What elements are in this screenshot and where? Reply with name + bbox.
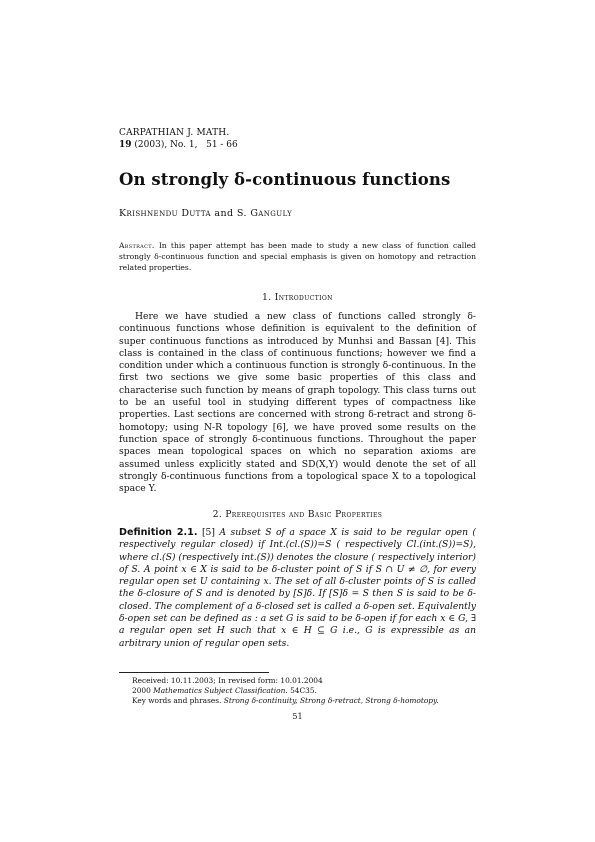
section-heading-introduction: 1. Introduction	[262, 293, 333, 303]
author-connector: and	[214, 208, 234, 219]
journal-volume: 19	[119, 140, 132, 150]
footnote-msc	[132, 686, 476, 696]
abstract	[119, 240, 476, 273]
footnote-received: Received: 10.11.2003; In revised form: 10.01.2004	[132, 676, 323, 685]
page-number: 51	[292, 712, 303, 721]
footnotes	[132, 676, 476, 707]
msc-year: 2000	[132, 686, 151, 696]
journal-volume-line	[119, 139, 238, 151]
author-1: Krishnendu Dutta	[119, 208, 211, 219]
authors-line	[119, 208, 292, 219]
definition-label: Definition 2.1.	[119, 527, 198, 538]
definition-citation: [5]	[201, 527, 215, 538]
author-2: S. Ganguly	[236, 208, 293, 219]
introduction-paragraph: Here we have studied a new class of functions called strongly δ-continuous functions whose definition is equivalent to the definition of super continuous functions as introduced by Munhsi and Bassan [4]. This class is contained in the class of continuous functions; however we find a condition under which a continuous function is strongly δ-continuous. In the first two sections we give some basic properties of this class and characterise such function by means of graph topology. This class turns out to be an useful tool in studying different types of compactness like properties. Last sections are concerned with strong δ-retract and strong δ-homotopy; using N-R topology [6], we have proved some results on the function space of strongly δ-continuous functions. Throughout the paper spaces mean topological spaces on which no separation axioms are assumed unless explicitly stated and SD(X,Y) would denote the set of all strongly δ-continuous functions from a topological space X to a topological space Y.	[119, 311, 476, 495]
footnote-keywords	[132, 696, 476, 706]
journal-issue: (2003), No. 1,	[134, 140, 198, 150]
paper-title: On strongly δ-continuous functions	[119, 170, 451, 189]
abstract-label: Abstract.	[119, 241, 155, 250]
abstract-text: In this paper attempt has been made to study a new class of function called strongly δ-continuous function and special emphasis is given on homotopy and retraction related properties.	[119, 241, 476, 272]
definition-2-1	[119, 527, 476, 650]
journal-name: CARPATHIAN J. MATH.	[119, 128, 230, 138]
journal-pages: 51 - 66	[206, 140, 238, 150]
footnote-rule	[119, 672, 269, 673]
definition-text: A subset S of a space X is said to be regular open ( respectively regular closed) if Int.(cl.(S))=S ( respectively Cl.(int.(S))=S), where cl.(S) (respectively int.(S)) denotes the closure ( respectively interior) of S. A point x ∈ X is said to be δ-cluster point of S if S ∩ U ≠ ∅, for every regular open set U containing x. The set of all δ-cluster points of S is called the δ-closure of S and is denoted by [S]δ. If [S]δ = S then S is said to be δ-closed. The complement of a δ-closed set is called a δ-open set. Equivalently δ-open set can be defined as : a set G is said to be δ-open if for each x ∈ G, ∃ a regular open set H such that x ∈ H ⊆ G i.e., G is expressible as an arbitrary union of regular open sets.	[119, 527, 477, 649]
keywords-label: Key words and phrases.	[132, 696, 222, 706]
msc-code: 54C35.	[290, 686, 317, 696]
journal-header	[119, 127, 238, 151]
msc-label: Mathematics Subject Classification.	[153, 686, 288, 696]
section-heading-prerequisites: 2. Prerequisites and Basic Properties	[212, 510, 383, 520]
keywords-text: Strong δ-continuity, Strong δ-retract, Strong δ-homotopy.	[223, 696, 439, 706]
